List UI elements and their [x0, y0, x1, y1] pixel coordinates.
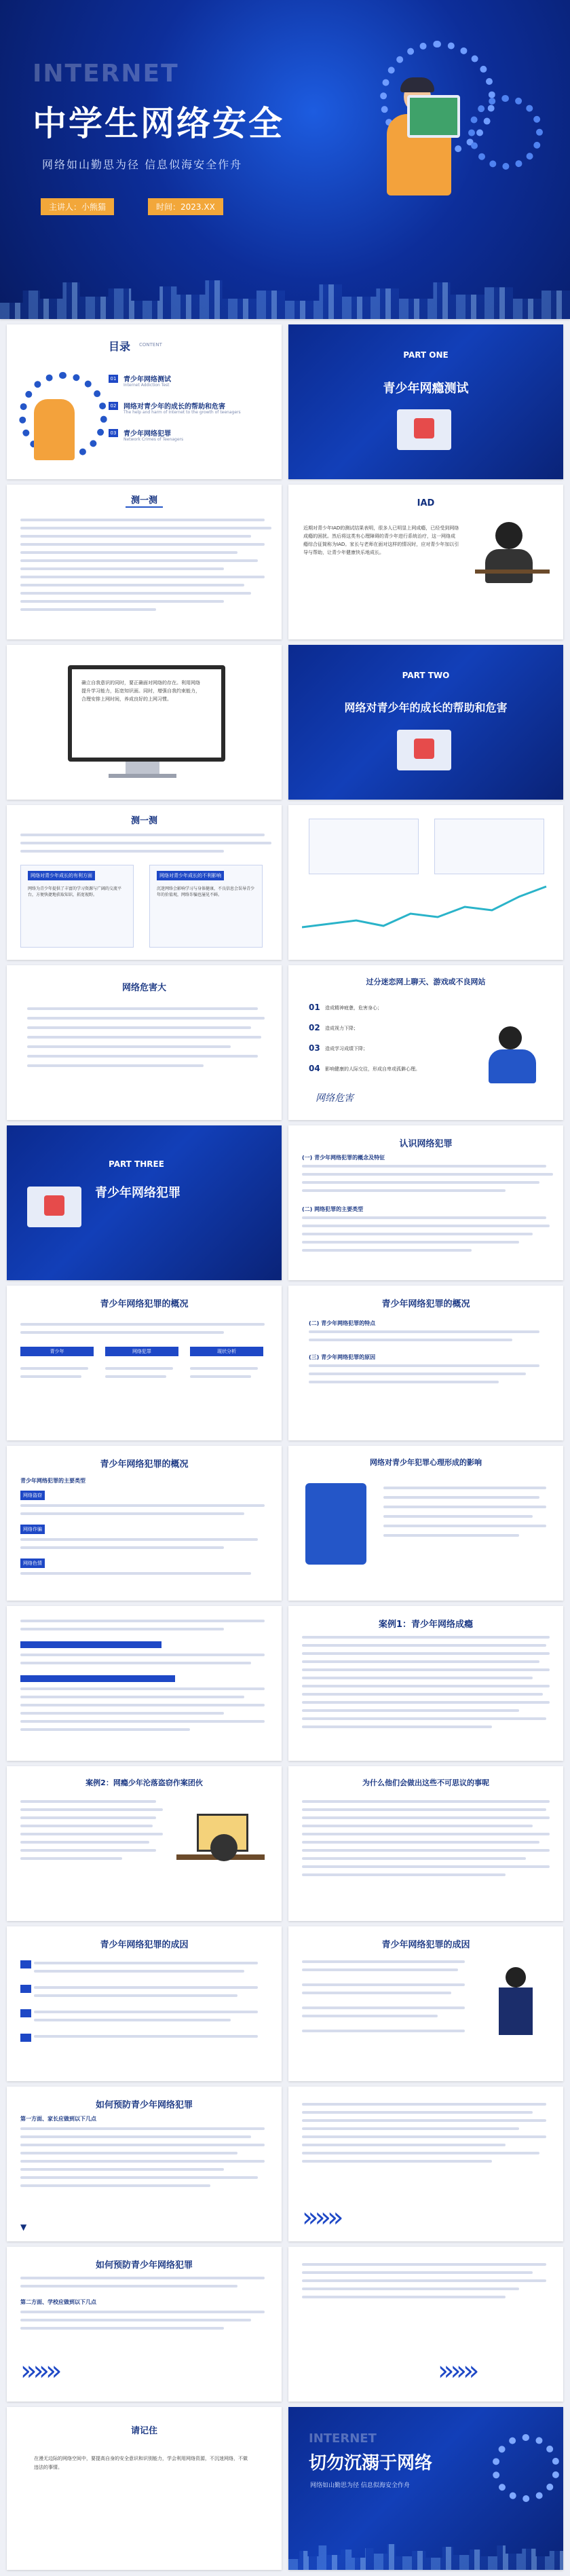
text-line	[190, 1367, 258, 1370]
toc-item-3[interactable]	[109, 426, 271, 447]
text-line	[309, 1339, 512, 1341]
text-line	[302, 2127, 519, 2130]
text-line	[20, 1704, 265, 1706]
item-text: 造成视力下降；	[325, 1026, 358, 1031]
test2-slide	[7, 805, 282, 960]
item-num: 03	[309, 1043, 320, 1053]
slide-title: 过分迷恋网上聊天、游戏或不良网站	[366, 977, 486, 986]
part-label: PART ONE	[403, 350, 449, 360]
businesswoman-illustration	[492, 1967, 539, 2062]
lock-icon	[414, 418, 434, 438]
slide-title: 网络对青少年犯罪心理形成的影响	[370, 1458, 482, 1467]
text-line	[302, 1857, 526, 1860]
text-line	[20, 1572, 251, 1575]
text-line	[383, 1496, 539, 1499]
toolong-slide	[288, 965, 563, 1120]
overview2-slide	[288, 1286, 563, 1440]
harm-slide	[7, 965, 282, 1120]
number-tag	[20, 2034, 31, 2042]
server-illustration	[305, 1483, 366, 1565]
help-card-2	[149, 865, 263, 948]
lock-icon	[414, 739, 434, 759]
gear-icon	[492, 2434, 560, 2502]
end-subtitle: 网络如山勤思为径 信息似海安全作舟	[310, 2482, 410, 2489]
text-line	[302, 1709, 519, 1712]
text-line	[34, 2019, 231, 2021]
text-line	[302, 1693, 543, 1696]
type-tag: 网络色情	[20, 1558, 45, 1568]
text-line	[383, 1506, 546, 1508]
trend-card-2	[434, 819, 544, 874]
speaker-badge: 主讲人：小熊猫	[41, 198, 114, 215]
text-line	[302, 1816, 550, 1819]
number-tag	[20, 2009, 31, 2017]
part-label: PART TWO	[402, 671, 450, 680]
gear-icon	[468, 95, 543, 170]
text-line	[302, 2103, 546, 2106]
text-line	[20, 1720, 265, 1723]
toc-label: 青少年网络犯罪	[124, 430, 171, 438]
text-line	[302, 2144, 506, 2146]
text-line	[383, 1515, 533, 1518]
text-line	[302, 1652, 550, 1655]
gamer-illustration	[478, 1026, 546, 1094]
signature: 网络危害	[316, 1093, 354, 1104]
text-line	[302, 1968, 458, 1971]
toc-title: 目录	[109, 340, 131, 353]
text-line	[20, 1712, 224, 1715]
text-line	[20, 1546, 224, 1549]
list-item	[309, 1043, 465, 1057]
text-line	[302, 1873, 506, 1876]
date-badge: 时间：2023.XX	[148, 198, 223, 215]
cause2-slide	[288, 1926, 563, 2081]
text-line	[20, 567, 224, 570]
item-text: 造成学习成绩下降；	[325, 1046, 368, 1051]
text-line	[302, 1685, 550, 1687]
highlight-row	[20, 1641, 162, 1648]
help-card-1	[20, 865, 134, 948]
text-line	[383, 1487, 546, 1489]
slide-title: 测一测	[130, 496, 157, 506]
slide-title: 认识网络犯罪	[399, 1139, 453, 1149]
text-line	[20, 1331, 224, 1334]
prevent2b-slide	[288, 2247, 563, 2402]
trend-card-1	[309, 819, 419, 874]
case1-slide	[288, 1606, 563, 1761]
slide-title: 如何预防青少年网络犯罪	[95, 2100, 193, 2110]
text-line	[20, 559, 258, 562]
slide-title: IAD	[417, 498, 435, 508]
text-line	[105, 1375, 166, 1378]
text-line	[20, 1825, 153, 1827]
text-line	[302, 2288, 519, 2290]
text-line	[20, 2127, 265, 2130]
part-title: 青少年网瘾测试	[383, 381, 469, 396]
text-line	[302, 2119, 546, 2122]
text-line	[302, 2135, 546, 2138]
text-line	[20, 1367, 88, 1370]
text-line	[20, 592, 251, 595]
text-line	[302, 1725, 492, 1728]
text-line	[302, 2263, 546, 2266]
list-item	[309, 1003, 465, 1016]
slide-title: 网络危害大	[121, 983, 166, 993]
type-tag: 网络诈骗	[20, 1525, 45, 1534]
text-line	[302, 2271, 533, 2274]
text-line	[302, 1825, 533, 1827]
slide-title: 请记住	[130, 2426, 157, 2436]
text-line	[302, 1660, 539, 1663]
text-line	[302, 1960, 465, 1963]
text-line	[20, 834, 265, 836]
text-line	[302, 2296, 506, 2298]
text-line	[20, 2168, 224, 2171]
text-line	[20, 535, 251, 538]
list-item	[309, 1023, 465, 1037]
text-line	[20, 842, 271, 844]
text-line	[309, 1364, 539, 1367]
text-line	[20, 1800, 156, 1803]
text-line	[20, 600, 224, 603]
overview-box: 现状分析	[190, 1347, 263, 1356]
number-tag	[20, 1985, 31, 1993]
text-line	[20, 2327, 224, 2330]
text-line	[309, 1330, 539, 1333]
text-line	[20, 2184, 210, 2187]
text-line	[302, 1249, 472, 1252]
section-heading: (二) 青少年网络犯罪的特点	[309, 1320, 376, 1326]
toc-num: 01	[109, 375, 118, 383]
cover-subtitle: 网络如山勤思为径 信息似海安全作舟	[42, 158, 243, 171]
text-line	[20, 1504, 265, 1507]
text-line	[20, 1375, 81, 1378]
iad-text: 近期对青少年IAD的测试结果表明，很多人已明显上网成瘾，已经受到网络成瘾的困扰。然后将这类有心理障碍的青少年进行系统治疗，这一网络成瘾综合征简称为IAD。家长与老师在面对这样的情况时，应对青少年加以引导与帮助，让青少年健康快乐地成长。	[303, 525, 459, 555]
text-line	[190, 1375, 251, 1378]
text-line	[302, 1668, 550, 1671]
toc-en: Network Crimes of Teenagers	[124, 437, 184, 442]
number-tag	[20, 1960, 31, 1968]
text-line	[20, 2152, 238, 2154]
chevron-right-icon: »»»	[20, 2355, 58, 2387]
toc-item-2[interactable]	[109, 399, 278, 419]
text-line	[34, 1970, 244, 1973]
text-line	[20, 2277, 265, 2279]
item-num: 04	[309, 1064, 320, 1073]
trend-line	[302, 880, 553, 941]
prevent1-slide	[7, 2087, 282, 2241]
why-slide	[288, 1766, 563, 1921]
text-line	[27, 1064, 204, 1067]
text-line	[20, 1857, 122, 1860]
item-text: 造成精神疲惫，危害身心；	[325, 1005, 382, 1011]
slide-title: 青少年网络犯罪的概况	[100, 1459, 189, 1470]
text-line	[302, 1701, 550, 1704]
text-line	[27, 1017, 265, 1020]
text-line	[20, 1323, 265, 1326]
text-line	[309, 1373, 526, 1375]
toc-title-en: CONTENT	[139, 342, 162, 348]
cover-title: 中学生网络安全	[33, 104, 284, 143]
toc-label: 青少年网络测试	[124, 376, 171, 384]
section-heading: 青少年网络犯罪的主要类型	[20, 1478, 86, 1484]
text-line	[20, 1833, 163, 1835]
text-line	[20, 527, 271, 529]
text-line	[302, 1181, 539, 1184]
text-line	[27, 1055, 258, 1058]
end-title: 切勿沉溺于网络	[309, 2453, 433, 2474]
toc-slide	[7, 324, 282, 479]
text-line	[20, 2311, 265, 2313]
section-heading: (一) 青少年网络犯罪的概念及特征	[302, 1155, 385, 1161]
cover-eng: INTERNET	[33, 60, 179, 88]
text-line	[302, 1865, 550, 1868]
toc-label: 网络对青少年的成长的帮助和危害	[124, 403, 225, 411]
case2-slide	[7, 1766, 282, 1921]
desk-illustration	[176, 1807, 265, 1888]
text-line	[34, 1994, 238, 1997]
shield-screen-icon	[407, 95, 460, 138]
text-line	[302, 1216, 546, 1219]
slide-title: 案例1：青少年网络成瘾	[378, 1620, 474, 1630]
slide-title: 案例2：网瘾少年沦落盗窃作案团伙	[86, 1778, 203, 1787]
text-line	[383, 1534, 519, 1537]
type-tag: 网络盗窃	[20, 1491, 45, 1500]
text-line	[309, 1381, 499, 1383]
text-line	[302, 1841, 539, 1844]
slide-title: 青少年网络犯罪的成因	[381, 1940, 470, 1950]
slide-title: 为什么他们会做出这些不可思议的事呢	[362, 1778, 489, 1787]
item-num: 01	[309, 1003, 320, 1012]
text-line	[20, 1687, 265, 1690]
monitor-base	[109, 774, 176, 778]
test-slide	[7, 485, 282, 639]
text-line	[27, 1026, 251, 1029]
text-line	[302, 1225, 550, 1227]
text-line	[20, 1849, 156, 1852]
hacker-illustration	[475, 522, 550, 597]
card-text: 沉迷网络会影响学习与身体健康，不良信息会误导青少年的价值观，网络诈骗也屡见不鲜。	[157, 886, 255, 897]
text-line	[20, 850, 224, 853]
slide-title: 测一测	[130, 816, 157, 826]
text-line	[302, 2111, 533, 2114]
slide-title: 青少年网络犯罪的概况	[100, 1299, 189, 1309]
text-line	[20, 1538, 258, 1541]
text-line	[302, 2152, 539, 2154]
text-line	[302, 1165, 546, 1168]
text-line	[20, 584, 244, 586]
iad-slide	[288, 485, 563, 639]
section-heading: 第一方面、家长应做到以下几点	[20, 2116, 96, 2122]
overview1-slide	[7, 1286, 282, 1440]
text-line	[20, 1808, 163, 1811]
toc-person	[34, 399, 75, 460]
text-line	[20, 1696, 244, 1698]
psych-slide	[288, 1446, 563, 1601]
toc-num: 03	[109, 429, 118, 437]
city-skyline	[288, 2543, 563, 2570]
prevent2-slide	[7, 2247, 282, 2402]
text-line	[302, 1173, 553, 1176]
end-eng: INTERNET	[309, 2431, 377, 2446]
text-line	[302, 2160, 492, 2163]
section-heading: 第二方面、学校应做到以下几点	[20, 2299, 96, 2305]
text-line	[302, 2015, 438, 2017]
overview3-slide	[7, 1446, 282, 1601]
text-line	[20, 2135, 251, 2138]
text-line	[302, 1677, 533, 1679]
text-line	[302, 1808, 546, 1811]
chevron-right-icon: »»»	[438, 2355, 476, 2387]
text-line	[27, 1045, 231, 1048]
text-line	[20, 2319, 251, 2321]
text-line	[20, 519, 265, 521]
text-line	[20, 1728, 190, 1731]
text-line	[302, 1189, 506, 1192]
toc-en: The help and harm of Internet to the growth of teenagers	[124, 410, 241, 415]
text-line	[302, 2030, 465, 2032]
part-two-slide	[288, 645, 563, 800]
what-slide	[288, 1125, 563, 1280]
trend-slide	[288, 805, 563, 960]
chevron-down-icon: ▼	[20, 2222, 27, 2232]
text-line	[34, 2035, 258, 2038]
prevent1b-slide	[288, 2087, 563, 2241]
part-title: 网络对青少年的成长的帮助和危害	[344, 701, 508, 714]
text-line	[302, 1833, 550, 1835]
text-line	[34, 1986, 258, 1989]
text-line	[20, 1654, 265, 1656]
text-line	[302, 1849, 550, 1852]
text-line	[20, 2144, 265, 2146]
text-line	[302, 1241, 519, 1244]
card-title: 网络对青少年成长的有利方面	[28, 871, 95, 880]
part-label: PART THREE	[109, 1159, 164, 1169]
text-line	[20, 551, 238, 554]
toc-en: Internet Addiction Test	[124, 383, 170, 388]
part-title: 青少年网络犯罪	[95, 1186, 180, 1200]
cause1-slide	[7, 1926, 282, 2081]
chevron-right-icon: »»»	[302, 2202, 340, 2233]
card-text: 网络为青少年提供了丰富的学习资源与广阔的交流平台，方便快捷地获取知识，拓宽视野。	[28, 886, 122, 897]
text-line	[302, 1644, 546, 1647]
item-text: 影响健康的人际交往，形成自卑或孤僻心理。	[325, 1066, 420, 1072]
cover-slide	[0, 0, 570, 319]
remember-text: 在漫无边际的网络空间中，要提高自身的安全意识和识别能力，学会利用网络资源，不沉迷网络，不做违法的事情。	[34, 2456, 248, 2470]
text-line	[20, 2285, 238, 2288]
text-line	[20, 1662, 251, 1664]
text-line	[20, 2176, 258, 2179]
lock-icon	[44, 1195, 64, 1216]
text-line	[20, 2160, 265, 2163]
text-line	[302, 1983, 465, 1986]
text-line	[383, 1525, 546, 1527]
toc-item-1[interactable]	[109, 372, 271, 392]
text-line	[302, 1233, 533, 1235]
text-line	[20, 1841, 149, 1844]
text-line	[302, 1800, 550, 1803]
text-line	[27, 1007, 258, 1010]
item-num: 02	[309, 1023, 320, 1032]
overview-box: 网络犯罪	[105, 1347, 178, 1356]
card-title: 网络对青少年成长的不利影响	[157, 871, 224, 880]
text-line	[302, 2006, 465, 2009]
text-line	[302, 1636, 550, 1639]
monitor-text: 确立自我意识的同时，要正确面对网络的存在。利用网络提升学习能力，拓宽知识面。同时，增强自我约束能力，合理安排上网时间，养成良好的上网习惯。	[81, 680, 200, 702]
text-line	[302, 1992, 451, 1994]
text-line	[34, 2011, 258, 2013]
city-skyline	[0, 278, 570, 319]
text-line	[105, 1367, 173, 1370]
part-three-slide	[7, 1125, 282, 1280]
section-heading: (二) 网络犯罪的主要类型	[302, 1206, 364, 1212]
text-line	[20, 1512, 244, 1515]
text-line	[34, 1962, 258, 1964]
text-line	[302, 1717, 546, 1720]
title-underline	[126, 506, 163, 508]
slide-title: 如何预防青少年网络犯罪	[95, 2260, 193, 2271]
text-line	[20, 576, 265, 578]
text-line	[20, 1628, 224, 1630]
computer-slide	[7, 645, 282, 800]
text-line	[20, 1620, 265, 1622]
monitor-stand	[126, 762, 159, 774]
highlight-row	[20, 1675, 175, 1682]
text-line	[302, 2279, 546, 2282]
list-slide	[7, 1606, 282, 1761]
section-heading: (三) 青少年网络犯罪的原因	[309, 1354, 376, 1360]
text-line	[20, 1816, 156, 1819]
slide-title: 青少年网络犯罪的成因	[100, 1940, 189, 1950]
part-one-slide	[288, 324, 563, 479]
overview-box: 青少年	[20, 1347, 94, 1356]
list-item	[309, 1064, 472, 1077]
text-line	[20, 608, 156, 611]
text-line	[27, 1036, 261, 1039]
slide-title: 青少年网络犯罪的概况	[381, 1299, 470, 1309]
toc-num: 02	[109, 402, 118, 410]
remember-slide	[7, 2407, 282, 2570]
text-line	[20, 543, 265, 546]
end-slide	[288, 2407, 563, 2570]
